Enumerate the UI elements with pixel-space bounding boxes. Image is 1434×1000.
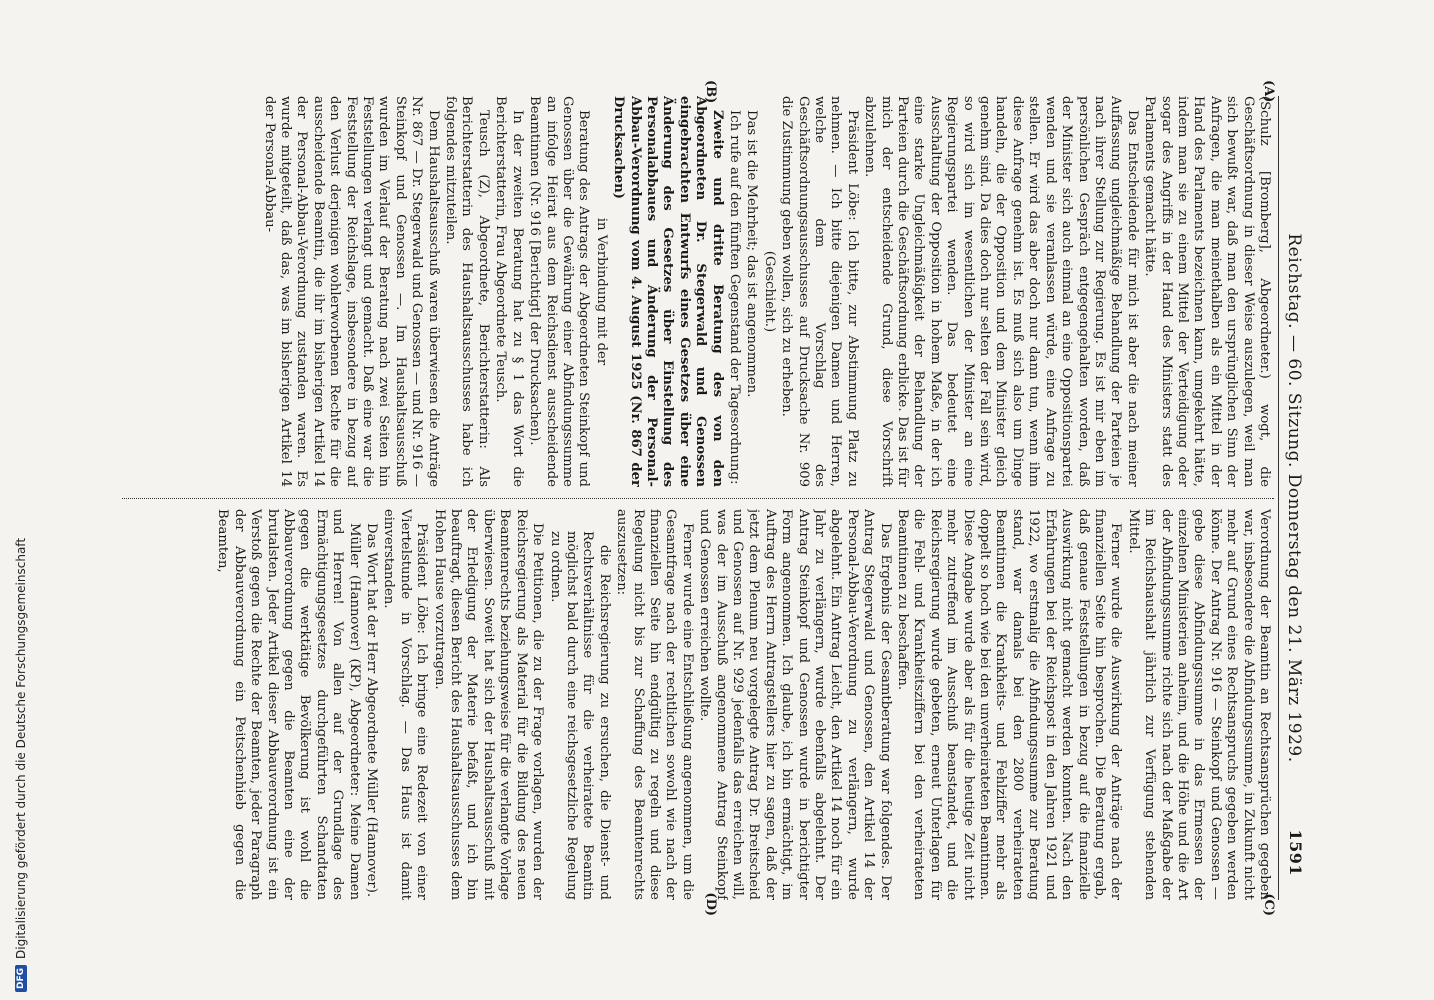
dfg-logo-icon: DFG [15,965,27,992]
column-divider [122,498,1274,499]
paragraph: Das Ergebnis der Gesamtberatung war folgendes. Der Antrag Stegerwald und Genossen, den Artikel 14 der Personal-Abbau-Verordnung zu verlängern, wurde abgelehnt. Ein Antrag Leicht, den Artikel 14 noch für ein Jahr zu verlängern, wurde ebenfalls abgelehnt. Der Antrag Steinkopf und Genossen wurde in berichtigter Form angenommen. Ich glaube, ich bin ermächtigt, im Auftrag des Herrn Antragstellers hier zu sagen, daß der jetzt dem Plenum neu vorgelegte Antrag Dr. Breitscheid und Genossen auf Nr. 929 jedenfalls das erreichen will, was der im Ausschuß angenommene Antrag Steinkopf und Genossen erreichen wollte. [697,509,893,900]
text-columns [122,80,1279,916]
paragraph: Beratung des Antrags der Abgeordneten Steinkopf und Genossen über die Gewährung einer Abfindungssumme an infolge Heirat aus dem Reichsdienst ausscheidende Beamtinnen (Nr. 916 [Berichtigt] der Drucksachen). [527,96,592,487]
page-header [1279,96,1309,900]
paragraph: Präsident Löbe: Ich bitte, zur Abstimmung Platz zu nehmen. — Ich bitte diejenigen Damen und Herren, welche dem Vorschlag des Geschäftsordnungsausschusses auf Drucksache Nr. 909 die Zustimmung geben wollen, sich zu erheben. [779,96,860,487]
digitization-credit [14,0,28,1000]
paragraph: Teusch (Z), Abgeordnete, Berichterstatterin: Als Berichterstatterin des Haushaltsausschusses habe ich folgendes mitzuteilen. [443,96,491,487]
left-column [122,96,1272,487]
running-title: Reichstag. — 60. Sitzung. Donnerstag den 21. März 1929. [1284,233,1304,763]
paragraph: Die Petitionen, die zu der Frage vorlagen, wurden der Reichsregierung als Material für die Bildung des neuen Beamtenrechts beziehungsweise für die verlangte Vorlage überwiesen. Soweit hat sich der Haushaltsausschuß mit der Erledigung der Materie befaßt, und ich bin beauftragt, diesen Bericht des Haushaltsausschusses dem Hohen Hause vorzutragen. [431,509,546,900]
paragraph: Präsident Löbe: Ich bringe eine Redezeit von einer Viertelstunde in Vorschlag. — Das Haus ist damit einverstanden. [381,509,430,900]
margin-marker-c: (C) [1261,893,1276,916]
rotated-document-page [117,78,1317,918]
right-column [122,509,1272,900]
paragraph: Ich rufe auf den fünften Gegenstand der Tagesordnung: [727,110,742,485]
margin-marker-b: (B) [703,80,718,104]
paragraph: Das Entscheidende für mich ist aber die nach meiner Auffassung ungleichmäßige Behandlung der Parteien je nach ihrer Stellung zur Regierung. Es ist mir eben im persönlichen Gespräch entgegengehalten worden, daß der Minister sich auch einmal an eine Oppositionspartei wenden und sie veranlassen würde, eine Anfrage zu stellen. Er wird das aber doch nur dann tun, wenn ihm diese Anfrage genehm ist. Es muß sich also um Dinge handeln, die der Opposition und dem Minister gleich genehm sind. Da dies doch nur selten der Fall sein wird, so wird sich im wesentlichen der Minister an eine Regierungspartei wenden. Das bedeutet eine Ausschaltung der Opposition in hohem Maße, in der ich eine starke Ungleichmäßigkeit der Behandlung der Parteien durch die Geschäftsordnung erblicke. Das ist für mich der entscheidende Grund, diese Vorschrift abzulehnen. [862,96,1140,487]
credit-text: Digitalisierung gefördert durch die Deutsche Forschungsgemeinschaft [14,537,28,959]
paragraph: Ferner wurde die Auswirkung der Anträge nach der finanziellen Seite hin besprochen. Die Beratung ergab, daß genaue Feststellungen in bezug auf die finanzielle Auswirkung nicht gemacht werden konnten. Nach den Erfahrungen bei der Reichspost in den Jahren 1921 und 1922, wo erstmalig die Abfindungssumme zur Beratung stand, war damals bei den 2800 verheirateten Beamtinnen die Krankheits- und Fehlziffer mehr als doppelt so hoch wie bei den unverheirateten Beamtinnen. Diese Angabe wurde aber als für die heutige Zeit nicht mehr zutreffend im Ausschuß beanstandet, und die Reichsregierung wurde gebeten, erneut Unterlagen für die Fehl- und Krankheitsziffern bei den verheirateten Beamtinnen zu beschaffen. [895,509,1124,900]
paragraph: Das Wort hat der Herr Abgeordnete Müller (Hannover). [364,523,380,898]
paragraph: Müller (Hannover) (KP), Abgeordneter: Meine Damen und Herren! Von allen auf der Grundlage des Ermächtigungsgesetzes durchgeführten Schandtaten gegen die werktätige Bevölkerung ist wohl die Abbauverordnung gegen die Beamten eine der brutalsten. Jeder Artikel dieser Abbauverordnung ist ein Verstoß gegen die Rechte der Beamten, jeder Paragraph der Abbauverordnung ein Peitschenhieb gegen die Beamten, [215,509,362,900]
paragraph: Verordnung der Beamtin an Rechtsansprüchen gegeben war, insbesondere die Abfindungssumme, in Zukunft nicht mehr auf Grund eines Rechtsanspruchs gegeben werden könne. Der Antrag Nr. 916 — Steinkopf und Genossen — gebe diese Abfindungssumme in das Ermessen der einzelnen Ministerien anheim, und die Höhe und die Art der Abfindungssumme richte sich nach der Maßgabe der im Reichshaushalt jährlich zur Verfügung stehenden Mittel. [1125,509,1272,900]
paragraph: Das ist die Mehrheit; das ist angenommen. [744,110,760,398]
paragraph: in Verbindung mit der [593,217,609,366]
agenda-item: Zweite und dritte Beratung des von den Abgeordneten Dr. Stegerwald und Genossen eingebrachten Entwurfs eines Gesetzes über eine Änderung des Gesetzes über Einstellung des Personalabbaues und Änderung der Personal-Abbau-Verordnung vom 4. August 1925 (Nr. 867 der Drucksachen) [611,96,725,487]
margin-marker-a: (A) [1261,80,1276,103]
paragraph: (Geschieht.) [761,250,777,333]
paragraph: Ferner wurde eine Entschließung angenommen, um die Gesamtfrage nach der rechtlichen sowohl wie nach der finanziellen Seite hin endgültig zu regeln und diese Regelung nicht bis zur Schaffung des Beamtenrechts auszusetzen: [614,509,695,900]
paragraph: (Schulz [Bromberg], Abgeordneter.) wogt, die Geschäftsordnung in dieser Weise auszulegen, weil man sich bewußt war, daß man den ursprünglichen Sinn der Anfragen, die man meinethalben als ein Mittel in der Hand des Parlaments bezeichnen kann, umgekehrt hätte, indem man sie zu einem Mittel der Verteidigung oder sogar des Angriffs in der Hand des Ministers statt des Parlaments gemacht hätte. [1142,96,1272,487]
margin-marker-d: (D) [703,892,718,916]
quoted-resolution: die Reichsregierung zu ersuchen, die Dienst- und Rechtsverhältnisse für die verheiratete Beamtin möglichst bald durch eine reichsgesetzliche Regelung zu ordnen. [547,531,612,900]
paragraph: In der zweiten Beratung hat zu § 1 das Wort die Berichterstatterin, Frau Abgeordnete Teusch. [493,96,525,487]
paragraph: Dem Haushaltsausschuß waren überwiesen die Anträge Nr. 867 — Dr. Stegerwald und Genossen — und Nr. 916 — Steinkopf und Genossen —. Im Haushaltsausschuß wurden im Verlauf der Beratung nach zwei Seiten hin Feststellungen verlangt und gemacht. Daß eine war die Feststellung der Reichslage, insbesondere in bezug auf den Verlust derjenigen wohlerworbenen Rechte für die ausscheidende Beamtin, die ihr im bisherigen Artikel 14 der Personal-Abbau-Verordnung zustanden waren. Es wurde mitgeteilt, daß das, was im bisherigen Artikel 14 der Personal-Abbau- [261,96,441,487]
page-number: 1591 [1286,829,1305,876]
